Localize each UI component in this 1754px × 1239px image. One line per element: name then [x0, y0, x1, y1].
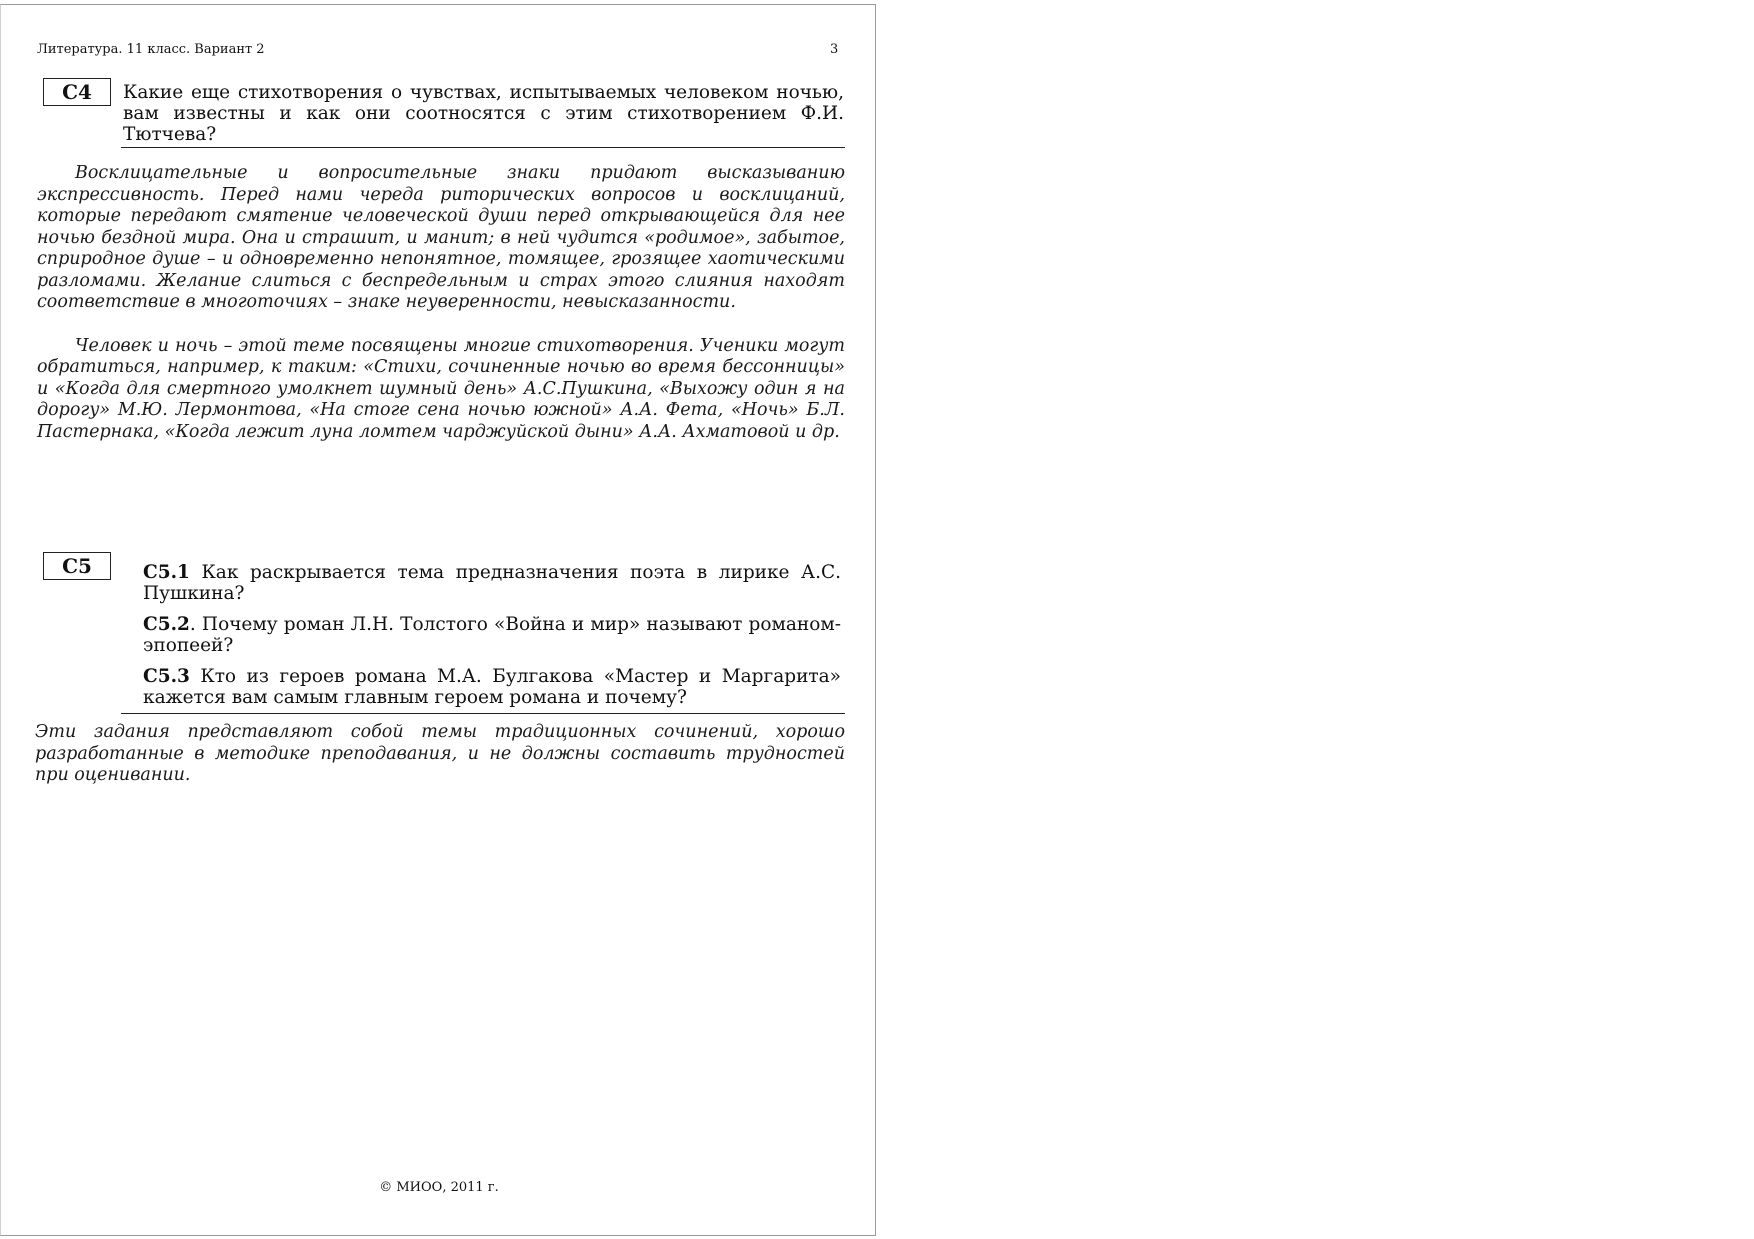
task-c5-3 [143, 666, 841, 708]
task-c5-1-code: С5.1 [143, 562, 190, 583]
task-c5-3-text: Кто из героев романа М.А. Булгакова «Мастер и Маргарита» кажется вам самым главным героем романа и почему? [143, 666, 841, 708]
task-c4-answer-paragraph-1: Восклицательные и вопросительные знаки придают высказыванию экспрессивность. Перед нами череда риторических вопросов и восклицаний, которые передают смятение человеческой души перед открывающейся для нее ночью бездной мира. Она и страшит, и манит; в ней чудится «родимое», забытое, сприродное душе – и одновременно непонятное, томящее, грозящее хаотическими разломами. Желание слиться с беспредельным и страх этого слияния находят соответствие в многоточиях – знаке неуверенности, невысказанности. [37, 163, 845, 312]
task-c4-answer-paragraph-2: Человек и ночь – этой теме посвящены многие стихотворения. Ученики могут обратиться, например, к таким: «Стихи, сочиненные ночью во время бессонницы» и «Когда для смертного умолкнет шумный день» А.С.Пушкина, «Выхожу один я на дорогу» М.Ю. Лермонтова, «На стоге сена ночью южной» А.А. Фета, «Ночь» Б.Л. Пастернака, «Когда лежит луна ломтем чарджуйской дыни» А.А. Ахматовой и др. [37, 335, 845, 442]
task-c4-question: Какие еще стихотворения о чувствах, испытываемых человеком ночью, вам известны и как они соотносятся с этим стихотворением Ф.И. Тютчева? [123, 82, 844, 145]
exam-page [0, 4, 876, 1236]
page-footer-copyright: © МИОО, 2011 г. [379, 1180, 499, 1195]
task-c5-1 [143, 562, 841, 604]
task-c5-3-code: С5.3 [143, 666, 190, 687]
task-c5-answer [35, 722, 845, 787]
task-c4-answer [37, 163, 845, 443]
task-c5-2 [143, 614, 841, 656]
task-c5-2-code: С5.2 [143, 614, 190, 635]
task-c5-divider [121, 713, 845, 714]
page-number: 3 [830, 42, 839, 57]
page-header-title: Литература. 11 класс. Вариант 2 [37, 42, 265, 57]
task-c5-2-text: . Почему роман Л.Н. Толстого «Война и мир» называют романом-эпопеей? [143, 614, 841, 656]
task-c4-label: С4 [43, 78, 111, 106]
task-c4-divider [121, 147, 845, 148]
task-c5-1-text: Как раскрывается тема предназначения поэта в лирике А.С. Пушкина? [143, 562, 841, 604]
task-c5-label: С5 [43, 552, 111, 580]
task-c5-answer-text: Эти задания представляют собой темы традиционных сочинений, хорошо разработанные в методике преподавания, и не должны составить трудностей при оценивании. [35, 722, 845, 785]
